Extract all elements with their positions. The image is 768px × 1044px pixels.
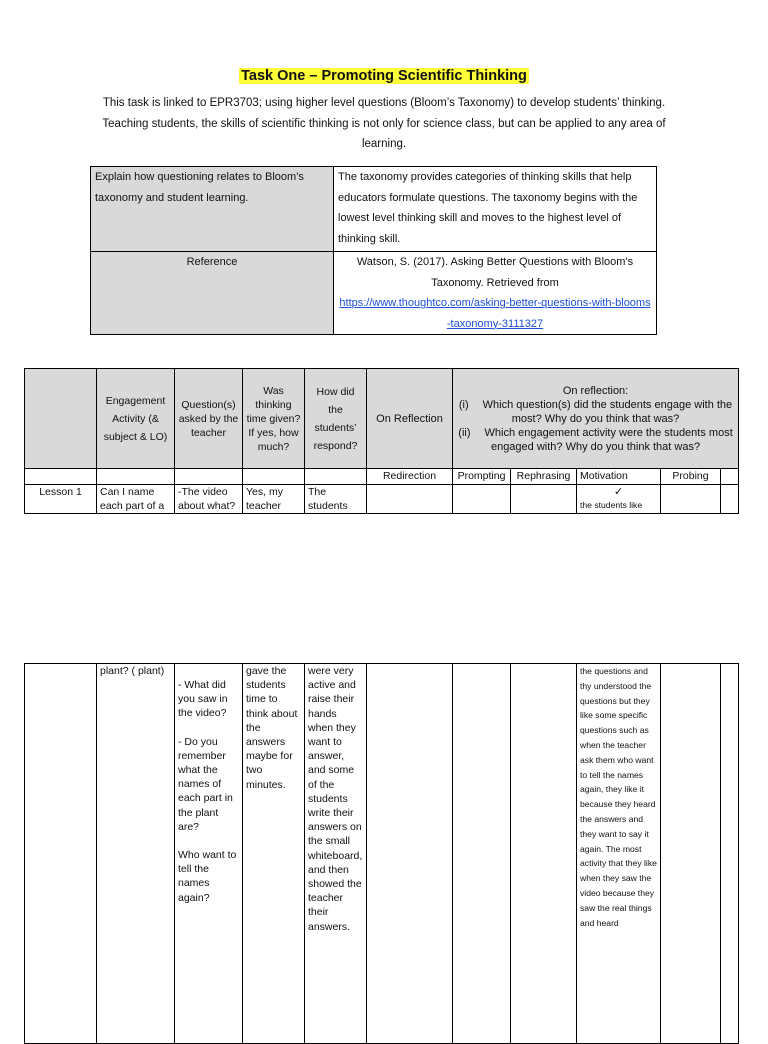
subheader-redirection: Redirection: [367, 469, 453, 485]
bloom-table: [90, 166, 657, 335]
subheader-blank: [25, 469, 97, 485]
cont-probing: [661, 664, 721, 1044]
title-highlight: Task One – Promoting Scientific Thinking: [241, 68, 527, 84]
subheader-blank: [175, 469, 243, 485]
page-title: [0, 68, 768, 84]
lesson-rephrasing: [511, 485, 577, 514]
intro-paragraph: This task is linked to EPR3703; using higher level questions (Bloom’s Taxonomy) to develop students’ thinking. Teaching students, the skills of scientific thinking is not only for science class, but can be applied to any area of learning.: [102, 97, 666, 150]
continued-table: [24, 663, 739, 1044]
subheader-motivation: Motivation: [577, 469, 661, 485]
reference-link[interactable]: https://www.thoughtco.com/asking-better-questions-with-blooms-taxonomy-3111327: [339, 297, 651, 330]
reflection-question-2: (ii) Which engagement activity were the students most engaged with? Why do you think that was?: [458, 426, 733, 453]
bloom-answer-cell: The taxonomy provides categories of thinking skills that help educators formulate questions. The taxonomy begins with the lowest level thinking skill and moves to the highest level of thinking skill.: [334, 167, 657, 252]
header-thinking-time: Was thinking time given? If yes, how much?: [243, 369, 305, 469]
subheader-blank: [243, 469, 305, 485]
subheader-blank: [721, 469, 739, 485]
reference-cell: [334, 252, 657, 335]
cont-lesson: [25, 664, 97, 1044]
lesson-question: -The video about what?: [175, 485, 243, 514]
reference-text: Watson, S. (2017). Asking Better Questions with Bloom’s Taxonomy. Retrieved from: [356, 256, 634, 289]
check-icon: ✓: [613, 486, 624, 498]
lesson-label: Lesson 1: [25, 485, 97, 514]
lesson-redirection: [367, 485, 453, 514]
lesson-extra: [721, 485, 739, 514]
cont-question-2: - Do you remember what the names of each part in the plant are?: [178, 735, 233, 833]
lesson-prompting: [453, 485, 511, 514]
cont-thinking-time: gave the students time to think about the answers maybe for two minutes.: [243, 664, 305, 1044]
header-reflection-questions: [453, 369, 739, 469]
subheader-probing: Probing: [661, 469, 721, 485]
reflection-question-1: (i) Which question(s) did the students engage with the most? Why do you think that was?: [458, 398, 733, 425]
cont-extra: [721, 664, 739, 1044]
header-on-reflection: On Reflection: [367, 369, 453, 469]
cont-redirection: [367, 664, 453, 1044]
header-blank: [25, 369, 97, 469]
bloom-question-cell: Explain how questioning relates to Bloom’s taxonomy and student learning.: [91, 167, 334, 252]
lesson-table: [24, 368, 739, 514]
lesson-motivation: [577, 485, 661, 514]
cont-question-3: Who want to tell the names again?: [178, 849, 237, 904]
header-students-respond: How did the students’ respond?: [305, 369, 367, 469]
lesson-motivation-text: the students like: [580, 500, 643, 510]
subheader-rephrasing: Rephrasing: [511, 469, 577, 485]
lesson-activity: Can I name each part of a: [97, 485, 175, 514]
cont-motivation: the questions and thy understood the questions but they like some specific questions such as when the teacher ask them who want to tell the names again, they like it because they heard the answers and they want to say it again. The most activity that they like when they saw the video because they saw the real things and heard: [577, 664, 661, 1044]
cont-questions: [175, 664, 243, 1044]
subheader-blank: [305, 469, 367, 485]
reference-label-cell: Reference: [91, 252, 334, 335]
cont-rephrasing: [511, 664, 577, 1044]
cont-prompting: [453, 664, 511, 1044]
lesson-response: The students: [305, 485, 367, 514]
cont-question-1: - What did you saw in the video?: [178, 679, 228, 720]
cont-activity: plant? ( plant): [97, 664, 175, 1044]
cont-response: were very active and raise their hands when they want to answer, and some of the students write their answers on the small whiteboard, and then showed the teacher their answers.: [305, 664, 367, 1044]
header-engagement: Engagement Activity (& subject & LO): [97, 369, 175, 469]
lesson-thinking-time: Yes, my teacher: [243, 485, 305, 514]
subheader-blank: [97, 469, 175, 485]
header-questions: Question(s) asked by the teacher: [175, 369, 243, 469]
subheader-prompting: Prompting: [453, 469, 511, 485]
reflection-title: On reflection:: [562, 384, 629, 397]
lesson-probing: [661, 485, 721, 514]
